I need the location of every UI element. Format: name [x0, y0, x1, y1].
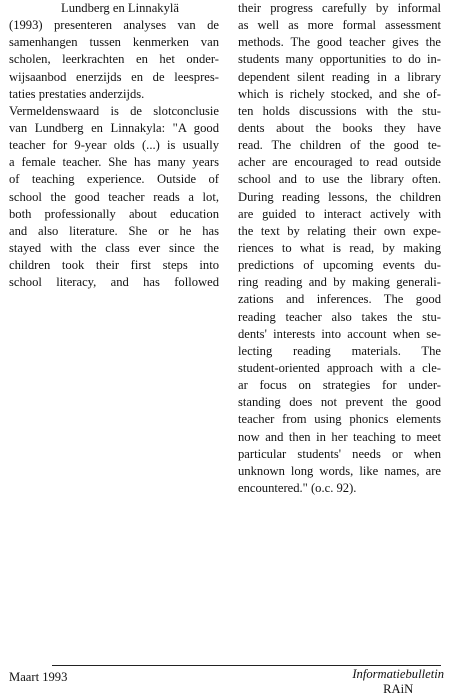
text-line: lecting reading materials. The [238, 343, 441, 358]
organization-name: RAiN [383, 682, 414, 696]
publication-title: Informatiebulletin [352, 667, 444, 681]
text-line: particular students' needs or when [238, 446, 441, 461]
text-line: a female teacher. She has many years [9, 155, 219, 170]
text-line: ar focus on strategies for under- [238, 378, 441, 393]
text-line: student-oriented approach with a cle- [238, 360, 441, 375]
text-line: teacher for 9-year olds (...) is usually [9, 138, 219, 153]
text-line: dents' interests into account when se- [238, 326, 441, 341]
text-line: which is richely stocked, and she of- [238, 86, 441, 101]
footer-publication [352, 667, 444, 697]
text-line: school and to use the library often. [238, 172, 441, 187]
text-line: standing does not prevent the good [238, 395, 441, 410]
text-line: riences to what is read, by making [238, 240, 441, 255]
text-line: dependent silent reading in a library [238, 69, 441, 84]
text-line: Vermeldenswaard is de slotconclusie [9, 103, 219, 118]
text-line: and also literature. She or he has [9, 223, 219, 238]
text-line: predictions of upcoming events du- [238, 258, 441, 273]
right-text-column [238, 0, 441, 497]
text-line: methods. The good teacher gives the [238, 35, 441, 50]
text-line: students many opportunities to do in- [238, 52, 441, 67]
text-line: ten holds discussions with the stu- [238, 103, 441, 118]
text-line: reading teacher also takes the stu- [238, 309, 441, 324]
text-line: stayed with the class ever since the [9, 240, 219, 255]
text-line: as well as more formal assessment [238, 18, 441, 33]
left-text-column [9, 0, 219, 291]
text-line: their progress carefully by informal [238, 1, 441, 15]
text-line: both professionally about education [9, 206, 219, 221]
text-line: encountered." (o.c. 92). [238, 480, 357, 495]
text-line: dents about the books they have [238, 120, 441, 135]
text-line: ring reading and by making generali- [238, 275, 441, 290]
text-line: the text by relating their own expe- [238, 223, 441, 238]
text-line: During reading lessons, the children [238, 189, 441, 204]
text-line: wijsaanbod enerzijds en de leespres- [9, 69, 219, 84]
text-line: now and then in her teaching to meet [238, 429, 441, 444]
text-line: van Lundberg en Linnakyla: "A good [9, 120, 219, 135]
text-line: Lundberg en Linnakylä [61, 1, 179, 15]
text-line: are guided to interact actively with [238, 206, 441, 221]
text-line: samenhangen tussen kenmerken van [9, 35, 219, 50]
text-line: acher are encouraged to read outside [238, 155, 441, 170]
text-line: taties prestaties anderzijds. [9, 86, 145, 101]
text-line: of teaching experience. Outside of [9, 172, 219, 187]
text-line: children took their first steps into [9, 258, 219, 273]
text-line: zations and inferences. The good [238, 292, 441, 307]
text-line: (1993) presenteren analyses van de [9, 18, 219, 33]
text-line: read. The children of the good te- [238, 138, 441, 153]
footer-divider [52, 665, 441, 666]
text-line: scholen, leerkrachten en het onder- [9, 52, 219, 67]
footer-date: Maart 1993 [9, 670, 68, 684]
text-line: school the good teacher reads a lot, [9, 189, 219, 204]
text-line: unknown long words, like names, are [238, 463, 441, 478]
text-line: school literacy, and has followed [9, 275, 219, 290]
text-line: teacher from using phonics elements [238, 412, 441, 427]
